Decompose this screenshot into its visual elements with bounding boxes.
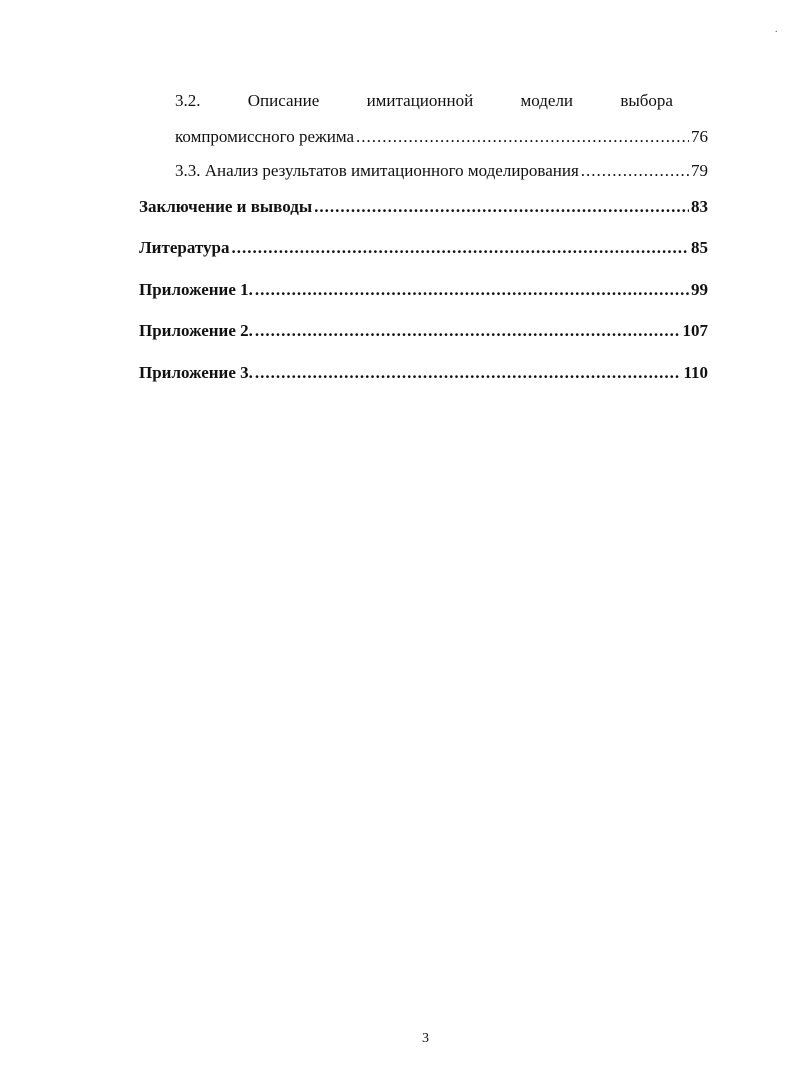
toc-item-appendix-1-page: 99 (691, 280, 708, 299)
toc-item-conclusion-title: Заключение и выводы (139, 197, 313, 216)
toc-leader-dots (314, 196, 689, 218)
toc-item-appendix-3[interactable] (139, 362, 708, 384)
toc-item-3-2-page: 76 (691, 127, 708, 146)
toc-item-3-3-title: 3.3. Анализ результатов имитационного моделирования (175, 161, 579, 180)
page-number: 3 (422, 1031, 429, 1046)
toc-leader-dots (356, 126, 689, 148)
toc-item-3-2-word-2: имитационной (366, 91, 474, 110)
toc-item-3-2-line-2[interactable] (175, 126, 708, 148)
toc-leader-dots (581, 160, 689, 182)
toc-leader-dots (255, 362, 682, 384)
toc-item-conclusion-page: 83 (691, 197, 708, 216)
toc-item-appendix-2-title: Приложение 2. (139, 321, 253, 340)
toc-item-3-3[interactable] (175, 160, 708, 182)
toc-item-appendix-2-page: 107 (682, 321, 708, 340)
toc-item-3-2-line-1 (175, 90, 673, 112)
toc-item-appendix-3-page: 110 (683, 363, 708, 382)
toc-leader-dots (255, 320, 681, 342)
toc-leader-dots (255, 279, 689, 301)
toc-item-appendix-1[interactable] (139, 279, 708, 301)
toc-item-3-2-number: 3.2. (175, 91, 201, 110)
toc-leader-dots (231, 237, 689, 259)
toc-item-3-2-word-1: Описание (247, 91, 320, 110)
toc-item-appendix-2[interactable] (139, 320, 708, 342)
toc-item-conclusion[interactable] (139, 196, 708, 218)
toc-item-3-2-word-3: модели (520, 91, 574, 110)
toc-item-3-2-continuation: компромиссного режима (175, 127, 355, 146)
scan-speck: . (775, 24, 778, 35)
toc-item-appendix-3-title: Приложение 3. (139, 363, 253, 382)
toc-item-3-2-word-4: выбора (620, 91, 673, 110)
toc-item-appendix-1-title: Приложение 1. (139, 280, 253, 299)
toc-item-literature-title: Литература (139, 238, 230, 257)
toc-item-literature-page: 85 (691, 238, 708, 257)
toc-item-literature[interactable] (139, 237, 708, 259)
toc-item-3-3-page: 79 (691, 161, 708, 180)
